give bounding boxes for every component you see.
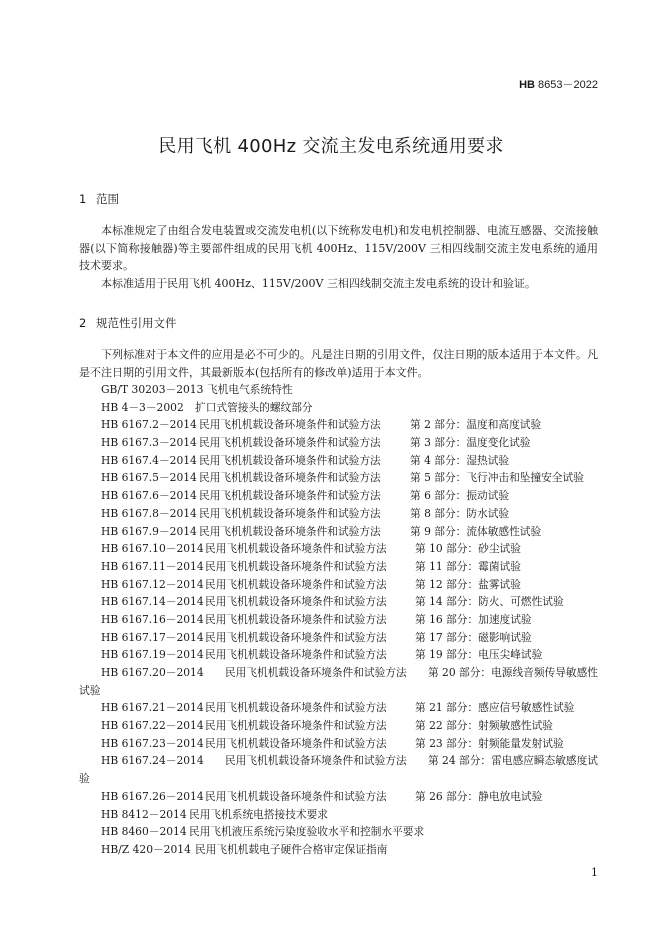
reference-item	[79, 416, 598, 434]
reference-code: HB 6167.10－2014	[101, 542, 204, 556]
reference-code: HB 6167.19－2014	[101, 648, 204, 662]
reference-part: 第 17 部分：磁影响试验	[415, 630, 532, 644]
reference-item	[79, 841, 598, 859]
reference-title: 扩口式管接头的螺纹部分	[195, 400, 313, 414]
section-1-title: 范围	[96, 192, 119, 206]
reference-code: HB 8412－2014	[101, 807, 187, 821]
reference-code: HB 6167.14－2014	[101, 595, 204, 609]
reference-list	[79, 381, 598, 859]
reference-title: 民用飞机机载设备环境条件和试验方法	[199, 453, 381, 467]
reference-code: HB 6167.21－2014	[101, 701, 204, 715]
reference-part: 第 23 部分：射频能量发射试验	[415, 736, 564, 750]
reference-code: HB 4－3－2002	[101, 400, 184, 414]
section-1-number: 1	[79, 192, 87, 206]
reference-part: 第 26 部分：静电放电试验	[415, 789, 543, 803]
reference-part: 第 10 部分：砂尘试验	[415, 542, 521, 556]
reference-part: 第 20 部分：电源线音频传导敏感性	[427, 666, 598, 679]
standard-code: 8653－2022	[538, 79, 598, 91]
reference-code: HB 6167.5－2014	[101, 471, 197, 485]
reference-part: 第 19 部分：电压尖峰试验	[415, 648, 543, 662]
reference-title: 民用飞机机载设备环境条件和试验方法	[205, 719, 387, 733]
reference-part: 第 4 部分：湿热试验	[410, 453, 510, 467]
reference-code: HB 6167.9－2014	[101, 524, 197, 538]
reference-part: 第 24 部分：雷电感应瞬态敏感度试	[427, 754, 598, 768]
reference-title: 民用飞机机载设备环境条件和试验方法	[205, 559, 387, 573]
reference-title: 民用飞机机载设备环境条件和试验方法	[199, 418, 381, 432]
reference-part: 第 9 部分：流体敏感性试验	[410, 524, 542, 538]
reference-line	[101, 664, 598, 682]
reference-item	[79, 381, 598, 399]
scope-paragraph-2: 本标准适用于民用飞机 400Hz、115V/200V 三相四线制交流主发电系统的设计和验证。	[101, 276, 536, 290]
reference-line	[101, 752, 598, 770]
reference-part: 第 6 部分：振动试验	[410, 489, 510, 503]
reference-item	[79, 752, 598, 787]
reference-title: 民用飞机机载设备环境条件和试验方法	[199, 524, 381, 538]
reference-code: HB 6167.8－2014	[101, 506, 197, 520]
standard-prefix: HB	[519, 79, 535, 91]
reference-item	[79, 699, 598, 717]
page-number: 1	[591, 866, 598, 879]
reference-item	[79, 664, 598, 699]
reference-item	[79, 806, 598, 824]
reference-title: 民用飞机机载设备环境条件和试验方法	[224, 666, 407, 679]
section-2-title: 规范性引用文件	[96, 316, 177, 330]
reference-code: HB 6167.3－2014	[101, 436, 197, 450]
section-1-body	[79, 222, 598, 292]
reference-item	[79, 576, 598, 594]
reference-title: 民用飞机机载设备环境条件和试验方法	[205, 612, 387, 626]
reference-title: 民用飞机机载设备环境条件和试验方法	[199, 489, 381, 503]
reference-part: 第 22 部分：射频敏感性试验	[415, 719, 553, 733]
reference-part: 第 8 部分：防水试验	[410, 506, 510, 520]
reference-code: HB 6167.23－2014	[101, 736, 204, 750]
reference-part-continued: 验	[79, 772, 90, 786]
section-2-number: 2	[79, 316, 87, 330]
reference-code: HB 6167.12－2014	[101, 577, 204, 591]
reference-item	[79, 452, 598, 470]
reference-item	[79, 788, 598, 806]
reference-code: HB 6167.24－2014	[101, 754, 204, 768]
reference-code: HB 8460－2014	[101, 825, 187, 839]
reference-code: HB 6167.17－2014	[101, 630, 204, 644]
reference-item	[79, 629, 598, 647]
reference-code: HB 6167.22－2014	[101, 719, 204, 733]
standard-number	[519, 76, 598, 92]
reference-item	[79, 523, 598, 541]
reference-part: 第 2 部分：温度和高度试验	[410, 418, 542, 432]
reference-part: 第 5 部分：飞行冲击和坠撞安全试验	[410, 471, 584, 485]
reference-code: HB 6167.11－2014	[101, 559, 204, 573]
reference-title: 民用飞机机载设备环境条件和试验方法	[205, 542, 387, 556]
section-1-heading	[79, 191, 119, 207]
reference-title: 民用飞机机载设备环境条件和试验方法	[205, 630, 387, 644]
reference-title: 民用飞机机载电子硬件合格审定保证指南	[195, 842, 388, 856]
reference-title: 民用飞机液压系统污染度验收水平和控制水平要求	[189, 825, 425, 839]
reference-item	[79, 593, 598, 611]
reference-title: 民用飞机系统电搭接技术要求	[189, 807, 328, 821]
reference-title: 民用飞机机载设备环境条件和试验方法	[199, 471, 381, 485]
reference-code: GB/T 30203－2013	[101, 383, 204, 396]
reference-title: 民用飞机机载设备环境条件和试验方法	[205, 595, 387, 609]
reference-item	[79, 505, 598, 523]
reference-item	[79, 823, 598, 841]
reference-code: HB 6167.6－2014	[101, 489, 197, 503]
reference-code: HB 6167.2－2014	[101, 418, 197, 432]
section-2-heading	[79, 315, 177, 331]
reference-title: 民用飞机机载设备环境条件和试验方法	[205, 701, 387, 715]
reference-item	[79, 717, 598, 735]
reference-code: HB/Z 420－2014	[101, 842, 191, 856]
reference-code: HB 6167.4－2014	[101, 453, 197, 467]
reference-title: 民用飞机机载设备环境条件和试验方法	[224, 754, 407, 768]
reference-title: 民用飞机机载设备环境条件和试验方法	[205, 789, 387, 803]
reference-item	[79, 611, 598, 629]
section-2-intro	[79, 346, 598, 381]
reference-item	[79, 469, 598, 487]
reference-part: 第 3 部分：温度变化试验	[410, 436, 531, 450]
reference-code: HB 6167.26－2014	[101, 789, 204, 803]
reference-title: 民用飞机机载设备环境条件和试验方法	[199, 436, 381, 450]
reference-title: 民用飞机机载设备环境条件和试验方法	[205, 736, 387, 750]
reference-item	[79, 540, 598, 558]
document-title: 民用飞机 400Hz 交流主发电系统通用要求	[158, 136, 504, 157]
reference-item	[79, 558, 598, 576]
reference-part: 第 11 部分：霉菌试验	[415, 559, 521, 573]
reference-title: 民用飞机机载设备环境条件和试验方法	[205, 577, 387, 591]
reference-title: 民用飞机机载设备环境条件和试验方法	[199, 506, 381, 520]
reference-part: 第 16 部分：加速度试验	[415, 612, 532, 626]
scope-paragraph-1: 本标准规定了由组合发电装置或交流发电机(以下统称发电机)和发电机控制器、电流互感器、交流接触器(以下简称接触器)等主要部件组成的民用飞机 400Hz、115V/200V 三相四线制交流主发电系统的通用技术要求。	[79, 224, 598, 272]
reference-item	[79, 646, 598, 664]
reference-item	[79, 487, 598, 505]
reference-part: 第 12 部分：盐雾试验	[415, 577, 521, 591]
references-intro: 下列标准对于本文件的应用是必不可少的。凡是注日期的引用文件，仅注日期的版本适用于本文件。凡是不注日期的引用文件，其最新版本(包括所有的修改单)适用于本文件。	[79, 348, 598, 379]
reference-part: 第 14 部分：防火、可燃性试验	[415, 595, 564, 609]
reference-part-continued: 试验	[79, 683, 101, 697]
reference-code: HB 6167.16－2014	[101, 612, 204, 626]
reference-title: 飞机电气系统特性	[207, 383, 293, 396]
reference-item	[79, 399, 598, 417]
reference-code: HB 6167.20－2014	[101, 666, 204, 679]
reference-part: 第 21 部分：感应信号敏感性试验	[415, 701, 575, 715]
reference-item	[79, 434, 598, 452]
reference-item	[79, 735, 598, 753]
reference-title: 民用飞机机载设备环境条件和试验方法	[205, 648, 387, 662]
